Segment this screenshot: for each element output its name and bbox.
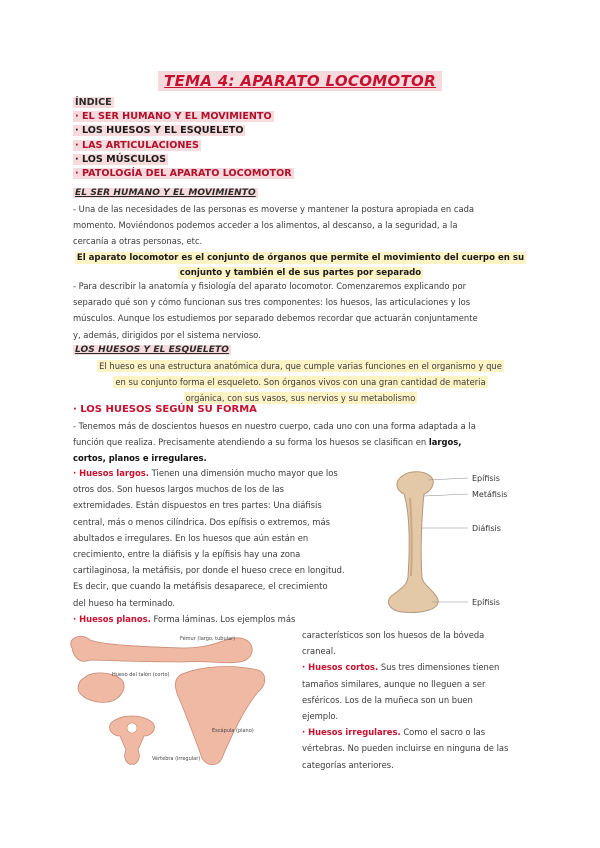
text-line: vértebras. No pueden incluirse en ninguna de las <box>302 743 509 754</box>
label-scapula: Escápula (plano) <box>212 728 254 734</box>
label-metafisis: Metáfisis <box>472 490 508 499</box>
bold-term: largos, <box>428 437 462 448</box>
vertebral-foramen <box>127 723 137 733</box>
label-diafisis: Diáfisis <box>472 524 501 533</box>
table-of-contents <box>73 96 294 181</box>
text-line: otros dos. Son huesos largos muchos de los de las <box>73 484 284 495</box>
text-line: función que realiza. Precisamente atendiendo a su forma los huesos se clasifican en <box>73 437 429 448</box>
text-line: Sus tres dimensiones tienen <box>378 662 500 673</box>
term-huesos-planos: · Huesos planos. <box>73 613 151 624</box>
text-line: crecimiento, entre la diáfisis y la epífisis hay una zona <box>73 549 301 560</box>
definition-callout <box>73 251 528 281</box>
bone-definition-callout <box>73 358 528 406</box>
text-line: El hueso es una estructura anatómica dura, que cumple varias funciones en el organismo y que <box>99 361 502 371</box>
paragraph-clasificacion <box>73 418 528 467</box>
toc-item: · PATOLOGÍA DEL APARATO LOCOMOTOR <box>75 168 292 180</box>
text-line: esféricos. Los de la muñeca son un buen <box>302 694 473 705</box>
text-line: cartilaginosa, la metáfisis, por donde el hueso crece en longitud. <box>73 565 345 576</box>
label-epifisis-top: Epífisis <box>472 474 500 483</box>
text-line: separado qué son y cómo funcionan sus tres componentes: los huesos, las articulaciones y los <box>73 297 471 308</box>
subheading-forma: · LOS HUESOS SEGÚN SU FORMA <box>73 404 257 415</box>
text-line: en su conjunto forma el esqueleto. Son órganos vivos con una gran cantidad de materia <box>115 377 486 387</box>
term-huesos-irregulares: · Huesos irregulares. <box>302 727 401 738</box>
text-line: momento. Moviéndonos podemos acceder a los alimentos, al descanso, a la seguridad, a la <box>73 220 458 231</box>
leader-line <box>424 494 468 496</box>
term-huesos-largos: · Huesos largos. <box>73 468 149 478</box>
text-line: - Tenemos más de doscientos huesos en nuestro cuerpo, cada uno con una forma adaptada a la <box>73 421 476 431</box>
text-line: conjunto y también el de sus partes por separado <box>179 268 422 278</box>
text-line: del hueso ha terminado. <box>73 597 176 608</box>
long-bone-illustration <box>380 468 530 618</box>
paragraph-anatomia <box>73 278 528 343</box>
paragraph-bone-types-right <box>302 627 542 773</box>
femur-shape <box>388 472 438 613</box>
text-line: y, además, dirigidos por el sistema nervioso. <box>73 329 261 340</box>
text-line: - Una de las necesidades de las personas es moverse y mantener la postura apropiada en cada <box>73 204 475 214</box>
toc-heading: ÍNDICE <box>75 97 112 108</box>
paragraph-huesos-largos <box>73 465 383 627</box>
text-line: categorías anteriores. <box>302 759 394 770</box>
label-femur: Fémur (largo, tubular) <box>180 636 236 642</box>
text-line: cercanía a otras personas, etc. <box>73 236 203 247</box>
bold-term: cortos, planos e irregulares. <box>73 453 207 464</box>
bone-types-illustration <box>62 630 292 778</box>
text-line: craneal. <box>302 646 336 657</box>
page-title <box>0 71 600 90</box>
page-title-text: TEMA 4: APARATO LOCOMOTOR <box>158 71 442 91</box>
text-line: Forma láminas. Los ejemplos más <box>150 613 296 624</box>
text-line: Como el sacro o las <box>400 727 486 738</box>
text-line: central, más o menos cilíndrica. Dos epífisis o extremos, más <box>73 516 330 527</box>
text-line: Tienen una dimensión mucho mayor que los <box>148 468 338 478</box>
toc-item: · LOS MÚSCULOS <box>75 153 167 165</box>
text-line: abultados e irregulares. En los huesos que aún están en <box>73 532 309 543</box>
term-huesos-cortos: · Huesos cortos. <box>302 662 379 673</box>
text-line: orgánica, con sus vasos, sus nervios y su metabolismo <box>185 393 416 403</box>
text-line: característicos son los huesos de la bóveda <box>302 630 485 640</box>
text-line: músculos. Aunque los estudiemos por separado debemos recordar que actuarán conjuntamente <box>73 313 478 324</box>
text-line: - Para describir la anatomía y fisiología del aparato locomotor. Comenzaremos explicando por <box>73 281 467 291</box>
text-line: extremidades. Están dispuestos en tres partes: Una diáfisis <box>73 500 322 511</box>
text-line: El aparato locomotor es el conjunto de órganos que permite el movimiento del cuerpo en su <box>76 253 525 263</box>
label-heel-bone: Hueso del talón (corto) <box>112 672 170 678</box>
section-heading-huesos: LOS HUESOS Y EL ESQUELETO <box>75 345 229 355</box>
toc-item: · EL SER HUMANO Y EL MOVIMIENTO <box>75 111 272 123</box>
label-epifisis-bottom: Epífisis <box>472 598 500 607</box>
text-line: Es decir, que cuando la metáfisis desaparece, el crecimiento <box>73 581 328 592</box>
toc-item: · LOS HUESOS Y EL ESQUELETO <box>75 125 244 137</box>
scapula <box>175 667 264 765</box>
label-vertebra: Vértebra (irregular) <box>152 756 201 762</box>
leader-line <box>428 478 468 480</box>
section-heading-movimiento: EL SER HUMANO Y EL MOVIMIENTO <box>75 188 256 198</box>
toc-item: · LAS ARTICULACIONES <box>75 139 199 151</box>
text-line: tamaños similares, aunque no lleguen a ser <box>302 678 486 689</box>
paragraph-movimiento <box>73 201 528 250</box>
text-line: ejemplo. <box>302 711 339 722</box>
